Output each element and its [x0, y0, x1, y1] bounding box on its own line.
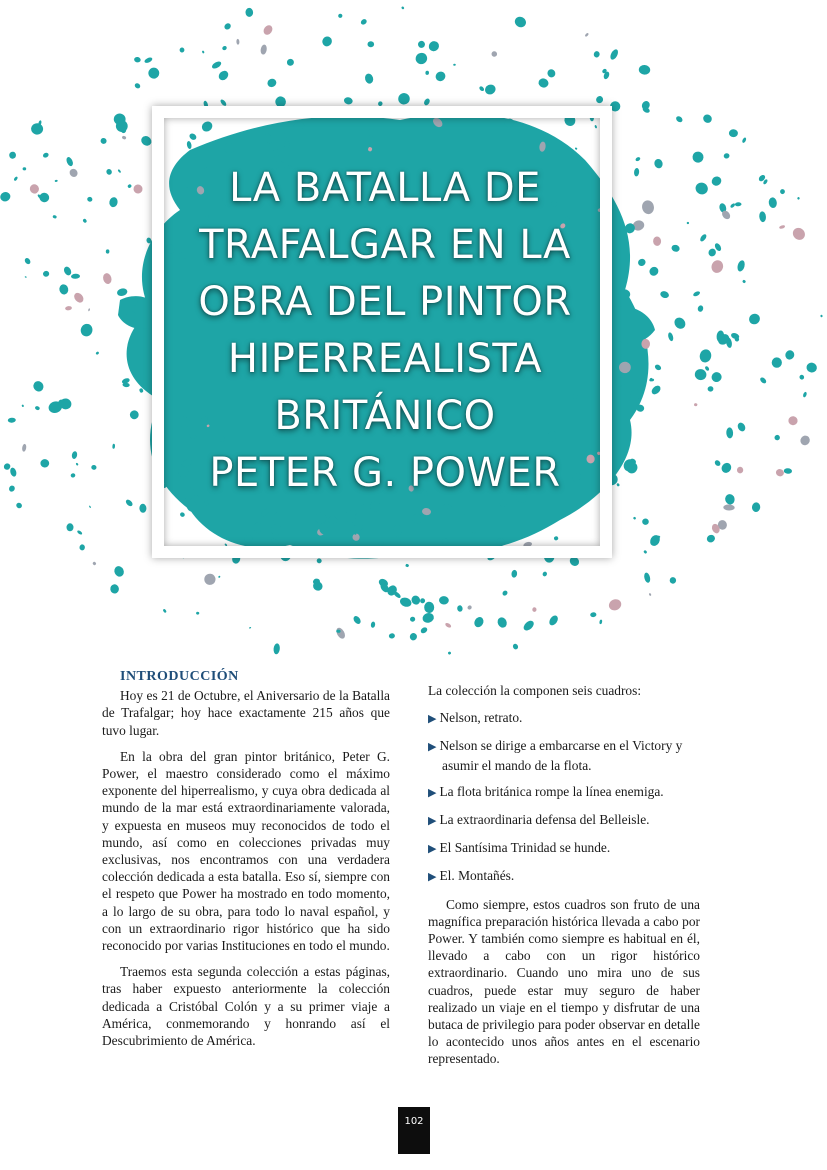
paint-dot	[8, 151, 16, 159]
paint-dot	[0, 191, 12, 203]
paint-dot	[88, 308, 90, 311]
paint-dot	[638, 65, 650, 75]
paint-dot	[790, 225, 807, 242]
paint-dot	[648, 533, 662, 547]
paint-dot	[522, 619, 536, 633]
paint-dot	[784, 349, 796, 361]
list-item-text: El Santísima Trinidad se hunde.	[439, 840, 611, 856]
paint-dot	[419, 598, 425, 604]
paint-dot	[675, 115, 684, 123]
list-item-text: Nelson, retrato.	[439, 710, 523, 726]
paint-dot	[752, 502, 761, 512]
paint-dot	[40, 459, 49, 468]
paint-dot	[694, 403, 698, 406]
paint-dot	[699, 233, 708, 242]
paint-dot	[774, 434, 781, 441]
paint-dot	[65, 156, 74, 167]
paint-dot	[607, 597, 623, 612]
list-item	[428, 737, 700, 773]
paint-dot	[467, 605, 473, 611]
paint-dot	[742, 279, 746, 283]
paint-dot	[67, 523, 74, 531]
paint-dot	[698, 348, 712, 364]
paint-dot	[730, 203, 736, 209]
paint-dot	[670, 577, 677, 584]
paint-dot	[634, 168, 640, 177]
paint-dot	[76, 462, 79, 465]
paint-dot	[401, 6, 405, 10]
paragraph: En la obra del gran pintor británico, Peter G. Power, el maestro considerado como el máximo exponente del hiperrealismo, y cuya obra dedicada al mundo de la mar está extraordinariamente valorada, y expuesta en museos muy reconocidos de todo el mundo, así como en colecciones privadas muy exclusivas, nos encontramos con una verdadera colección dedicada a esta batalla. Eso sí, siempre con el respeto que Power ha mostrado en todo momento, a lo largo de su obra, para todo lo naval español, y con un extraordinario rigor histórico que ha sido reconocido por varias Instituciones en todo el mundo.	[102, 748, 390, 954]
paint-dot	[125, 498, 134, 507]
paint-dot	[70, 473, 75, 478]
list-item-text: Nelson se dirige a embarcarse en el Victory y asumir el mando de la flota.	[439, 738, 683, 773]
paint-dot	[273, 643, 280, 655]
paint-dot	[139, 504, 146, 513]
paint-dot	[223, 22, 232, 31]
paint-dot	[58, 283, 69, 295]
paint-dot	[102, 272, 113, 285]
paint-dot	[65, 306, 72, 311]
paint-dot	[92, 561, 97, 566]
paint-dot	[427, 39, 441, 53]
paint-dot	[542, 571, 548, 577]
paint-dot	[511, 570, 518, 579]
paint-dot	[784, 468, 793, 474]
paint-dot	[633, 517, 636, 520]
paint-dot	[316, 558, 323, 564]
paint-dot	[112, 444, 115, 449]
paint-dot	[110, 584, 120, 594]
paint-dot	[24, 257, 32, 265]
paint-dot	[448, 651, 452, 655]
paint-dot	[599, 619, 602, 624]
paint-dot	[653, 236, 662, 246]
paint-dot	[13, 176, 18, 181]
paint-dot	[405, 564, 409, 568]
paragraph: Como siempre, estos cuadros son fruto de una magnífica preparación histórica llevada a cabo por Power. Y también como siempre es habitual en él, llevado a cabo con un rigor histórico extraordinario. Cuando uno mira uno de sus cuadros, puede estar muy seguro de haber realizado un viaje en el tiempo y disfrutar de una butaca de privilegio para poder observar en detalle lo acontecido unos años antes en el escenario representado.	[428, 896, 700, 1067]
paint-dot	[8, 484, 16, 492]
paint-dot	[643, 550, 647, 554]
paint-dot	[799, 374, 805, 380]
paint-dot	[708, 386, 714, 392]
list-item	[428, 839, 700, 858]
paint-dot	[43, 270, 50, 277]
paint-dot	[134, 56, 142, 63]
paint-dot	[759, 376, 767, 384]
paint-dot	[321, 35, 334, 48]
paint-dot	[260, 44, 268, 55]
paint-dot	[772, 357, 782, 368]
paint-dot	[31, 123, 44, 135]
paint-dot	[113, 565, 126, 579]
paint-dot	[798, 434, 811, 447]
paint-dot	[735, 202, 742, 206]
paint-dot	[694, 368, 708, 382]
paint-dot	[139, 388, 144, 393]
paint-dot	[736, 421, 747, 432]
paint-dot	[546, 68, 557, 79]
paint-dot	[686, 222, 689, 225]
paint-dot	[637, 257, 647, 267]
paint-dot	[71, 451, 78, 460]
paint-dot	[501, 590, 508, 597]
paint-dot	[704, 365, 710, 371]
paint-dot	[34, 405, 40, 410]
title-line: PETER G. POWER	[209, 450, 561, 496]
paint-dot	[3, 462, 12, 471]
paint-dot	[490, 50, 498, 58]
paint-dot	[653, 158, 664, 169]
triangle-bullet-icon: ▶	[428, 871, 437, 884]
paint-dot	[759, 211, 767, 222]
paint-dot	[335, 626, 347, 640]
paint-dot	[548, 614, 560, 627]
paint-dot	[129, 409, 140, 420]
paint-dot	[31, 379, 45, 393]
list-item-text: La flota británica rompe la línea enemiga.	[439, 783, 664, 799]
paint-dot	[420, 626, 429, 634]
page-number: 102	[398, 1107, 430, 1154]
paint-dot	[444, 622, 451, 629]
triangle-bullet-icon: ▶	[428, 815, 437, 828]
paint-dot	[483, 83, 497, 96]
paint-dot	[91, 465, 97, 471]
paint-dot	[478, 85, 485, 91]
paint-dot	[87, 196, 94, 202]
paint-dot	[127, 184, 132, 189]
paint-dot	[89, 505, 92, 508]
paint-dot	[79, 544, 85, 551]
paint-dot	[671, 244, 681, 253]
paint-dot	[720, 461, 734, 475]
paint-dot	[71, 274, 80, 279]
title-line: TRAFALGAR EN LA	[199, 222, 571, 268]
paint-dot	[202, 50, 205, 53]
paint-dot	[672, 315, 687, 331]
paint-dot	[457, 605, 463, 612]
paint-dot	[729, 129, 738, 137]
paint-dot	[694, 181, 710, 197]
paint-dot	[23, 167, 27, 170]
paint-dot	[691, 150, 706, 165]
paint-dot	[77, 530, 83, 536]
paint-dot	[710, 370, 723, 383]
paint-dot	[409, 632, 418, 641]
paint-dot	[9, 467, 17, 477]
paint-dot	[714, 459, 722, 467]
paint-dot	[410, 594, 422, 606]
section-heading: INTRODUCCIÓN	[120, 669, 239, 684]
paint-dot	[106, 249, 110, 253]
paint-dot	[512, 643, 519, 650]
paint-dot	[650, 384, 662, 396]
paint-dot	[737, 467, 743, 474]
paint-dot	[788, 416, 798, 426]
paint-dot	[28, 183, 40, 196]
paint-dot	[116, 287, 128, 297]
paint-dot	[692, 290, 700, 297]
paint-dot	[649, 593, 652, 596]
triangle-bullet-icon: ▶	[428, 843, 437, 856]
paint-dot	[768, 197, 778, 209]
paint-dot	[122, 135, 127, 139]
paint-dot	[724, 493, 736, 505]
paint-dot	[532, 607, 536, 612]
paint-dot	[221, 45, 227, 51]
paint-dot	[424, 602, 434, 614]
paint-dot	[211, 60, 223, 70]
paint-dot	[25, 276, 27, 278]
paint-dot	[54, 180, 57, 183]
paint-dot	[780, 189, 785, 194]
paint-dot	[410, 616, 416, 621]
paint-dot	[736, 259, 746, 272]
paint-dot	[473, 615, 486, 628]
paint-dot	[117, 169, 121, 173]
paint-dot	[204, 573, 216, 585]
title-line: OBRA DEL PINTOR	[198, 279, 572, 325]
paint-dot	[364, 73, 375, 85]
paint-dot	[266, 77, 278, 88]
paint-dot	[697, 305, 704, 313]
page-title	[150, 160, 620, 502]
paint-dot	[396, 91, 412, 107]
paint-dot	[52, 215, 57, 219]
list-item	[428, 811, 700, 830]
paint-dot	[609, 48, 620, 61]
paint-dot	[360, 18, 368, 26]
paint-dot	[337, 13, 343, 19]
paint-dot	[367, 41, 374, 47]
paint-dot	[726, 427, 733, 438]
paint-dot	[82, 218, 87, 223]
paragraph: Traemos esta segunda colección a estas páginas, tras haber expuesto anteriormente la colección dedicada a Cristóbal Colón y a su primer viaje a América, conmemorando y honrando así el Descubrimiento de América.	[102, 964, 390, 1049]
triangle-bullet-icon: ▶	[428, 713, 437, 726]
title-line: BRITÁNICO	[274, 393, 496, 439]
paint-dot	[249, 627, 252, 629]
paint-dot	[100, 137, 108, 145]
paint-dot	[22, 444, 27, 452]
list-item	[428, 783, 700, 802]
paint-dot	[593, 50, 600, 58]
triangle-bullet-icon: ▶	[428, 741, 437, 754]
paint-dot	[42, 152, 49, 159]
paint-dot	[8, 417, 16, 423]
paint-dot	[72, 291, 85, 304]
paint-dot	[641, 199, 655, 215]
paint-dot	[218, 575, 221, 578]
paint-dot	[654, 363, 662, 371]
right-column	[428, 682, 700, 1077]
paint-dot	[418, 40, 426, 48]
paint-dot	[537, 77, 549, 89]
paint-dot	[370, 621, 375, 628]
left-column	[102, 668, 390, 1058]
paint-dot	[659, 290, 670, 299]
paint-dot	[723, 153, 730, 160]
list-intro: La colección la componen seis cuadros:	[428, 683, 642, 698]
paint-dot	[775, 468, 785, 477]
paint-dot	[453, 64, 456, 66]
paint-dot	[643, 572, 651, 583]
paint-dot	[423, 98, 431, 107]
paint-dot	[707, 247, 717, 257]
paint-dot	[802, 391, 807, 397]
list-item-text: La extraordinaria defensa del Belleisle.	[439, 812, 650, 828]
paint-dot	[806, 362, 818, 373]
paint-dot	[343, 96, 353, 105]
paint-dot	[399, 596, 413, 608]
paint-dot	[747, 312, 762, 327]
paint-dot	[196, 612, 200, 615]
title-line: LA BATALLA DE	[229, 165, 541, 211]
paint-dot	[245, 8, 253, 17]
paint-dot	[217, 69, 230, 82]
paint-dot	[642, 518, 649, 525]
paint-dot	[144, 56, 153, 64]
paint-dot	[820, 314, 823, 317]
paint-dot	[134, 82, 142, 89]
list-item-text: El. Montañés.	[439, 868, 515, 884]
title-line: HIPERREALISTA	[227, 336, 543, 382]
paint-dot	[95, 351, 99, 355]
paint-dot	[702, 113, 714, 125]
paint-dot	[21, 404, 24, 407]
paint-dot	[179, 47, 184, 52]
paint-dot	[496, 616, 508, 629]
paint-dot	[425, 71, 429, 75]
paint-dot	[648, 265, 661, 278]
paint-dot	[15, 502, 23, 510]
paint-dot	[147, 66, 161, 80]
paint-dot	[439, 596, 449, 605]
paint-dot	[585, 32, 590, 37]
paint-dot	[797, 197, 800, 200]
paint-dot	[286, 58, 294, 66]
paint-dot	[723, 504, 735, 510]
paint-dot	[105, 168, 113, 176]
paint-dot	[162, 609, 166, 614]
paint-dot	[414, 51, 430, 66]
paint-dot	[590, 612, 597, 617]
paint-dot	[262, 24, 274, 37]
list-item	[428, 709, 700, 728]
paint-dot	[421, 612, 435, 624]
paragraph: Hoy es 21 de Octubre, el Aniversario de la Batalla de Trafalgar; hoy hace exactamente 215 años que tuvo lugar.	[102, 688, 390, 738]
list-item	[428, 867, 700, 886]
paint-dot	[667, 332, 674, 342]
paint-dot	[779, 225, 786, 230]
paint-dot	[389, 633, 396, 639]
paint-dot	[513, 15, 528, 29]
paint-dot	[434, 70, 448, 84]
paint-dot	[352, 615, 362, 626]
paint-dot	[68, 167, 79, 178]
paint-dot	[706, 534, 717, 544]
triangle-bullet-icon: ▶	[428, 786, 437, 799]
paint-dot	[63, 265, 73, 276]
paint-dot	[635, 156, 641, 162]
paint-dot	[236, 39, 239, 45]
paint-dot	[741, 137, 746, 144]
paint-dot	[595, 95, 605, 105]
paint-dot	[79, 322, 94, 338]
paint-dot	[710, 175, 723, 188]
paint-dot	[108, 196, 118, 207]
paint-dot	[132, 183, 145, 196]
paint-dot	[710, 259, 725, 275]
